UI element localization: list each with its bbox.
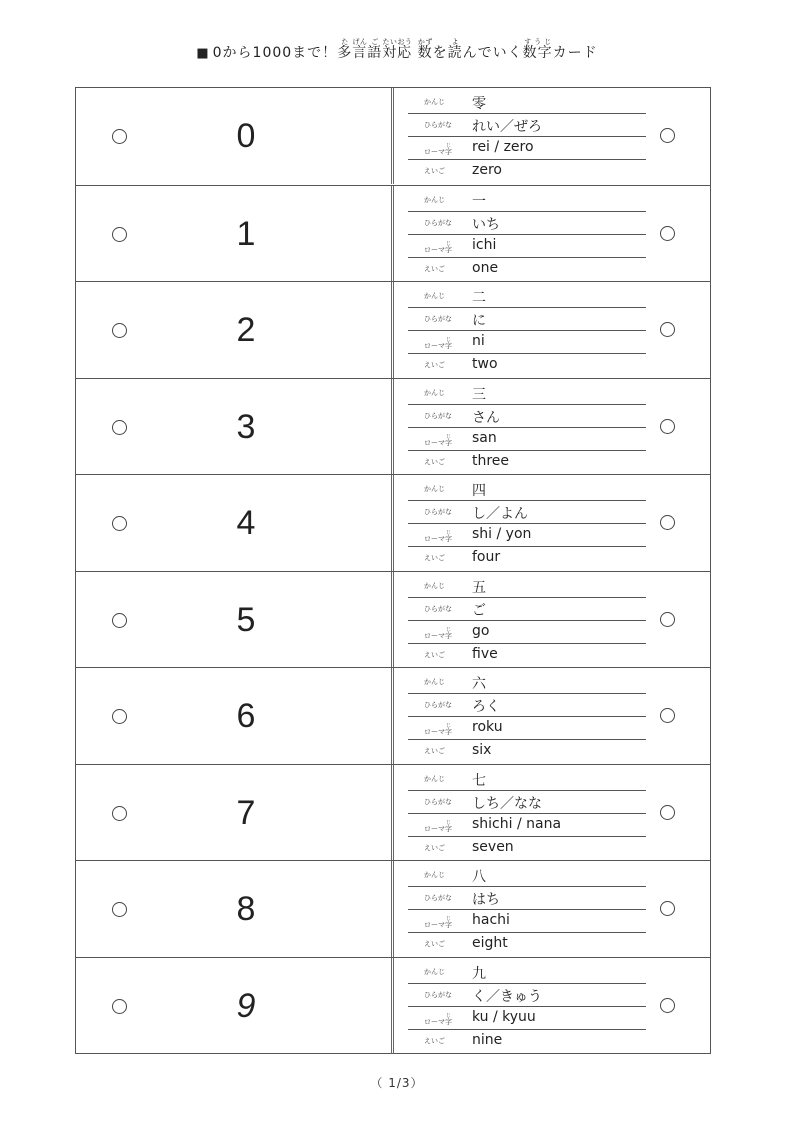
english-value: five [472,646,498,662]
english-row [408,353,646,376]
hiragana-value: く／きゅう [472,989,542,1005]
english-value: zero [472,162,502,178]
hiragana-row [408,113,646,137]
english-row [408,643,646,666]
punch-hole-right-icon [660,998,675,1013]
punch-hole-left-icon [112,999,127,1014]
card-back [394,88,710,184]
english-value: four [472,549,501,565]
kanji-value: 九 [472,966,486,982]
hiragana-label: ひらがな [424,894,452,902]
title-prefix: 0から1000まで！ [212,45,338,61]
card-digit: 3 [236,408,256,446]
kanji-label: かんじ [424,678,445,686]
hiragana-label: ひらがな [424,121,452,129]
hiragana-row [408,790,646,814]
english-row [408,1029,646,1052]
hiragana-value: さん [472,410,500,426]
card-front [76,88,394,184]
kanji-row [408,670,646,694]
hiragana-label: ひらがな [424,219,452,227]
kanji-value: 三 [472,387,486,403]
card-digit: 0 [236,117,256,155]
title-wo: を [432,45,448,61]
kanji-label: かんじ [424,389,445,397]
title-ruby-kazu: 数かず [417,38,433,61]
number-card [76,957,710,1054]
romaji-label: ローマ字じ [424,434,452,447]
romaji-value: hachi [472,912,510,928]
title-ruby-go: 語ご [367,38,383,61]
english-row [408,836,646,859]
card-digit: 2 [236,311,256,349]
hiragana-row [408,693,646,717]
kanji-value: 四 [472,483,486,499]
english-label: えいご [424,554,445,562]
romaji-label: ローマ字じ [424,530,452,543]
number-card [76,185,710,282]
kanji-row [408,477,646,501]
card-digit: 5 [236,601,256,639]
romaji-row [408,909,646,933]
english-label: えいご [424,1037,445,1045]
romaji-label: ローマ字じ [424,820,452,833]
kanji-label: かんじ [424,98,445,106]
romaji-value: shichi / nana [472,816,562,832]
title-ruby-gen: 言げん [352,38,368,61]
english-value: six [472,742,492,758]
romaji-value: go [472,623,490,639]
english-label: えいご [424,361,445,369]
hiragana-value: れい／ぜろ [472,119,542,135]
punch-hole-left-icon [112,129,127,144]
number-card-sheet [75,87,711,1054]
english-value: two [472,356,498,372]
kanji-label: かんじ [424,871,445,879]
hiragana-row [408,597,646,621]
card-back [394,861,710,957]
card-digit: 1 [236,215,256,253]
english-value: eight [472,935,508,951]
card-front [76,379,394,475]
punch-hole-left-icon [112,709,127,724]
punch-hole-left-icon [112,227,127,242]
english-row [408,546,646,569]
card-digit: 4 [236,504,256,542]
hiragana-row [408,404,646,428]
kanji-label: かんじ [424,775,445,783]
kanji-value: 一 [472,194,486,210]
hiragana-value: はち [472,892,500,908]
punch-hole-left-icon [112,902,127,917]
card-front [76,186,394,282]
romaji-label: ローマ字じ [424,337,452,350]
page-number: （ 1/3） [370,1076,424,1090]
punch-hole-right-icon [660,515,675,530]
card-back [394,186,710,282]
title-bullet: ■ [196,46,210,61]
english-label: えいご [424,844,445,852]
english-value: nine [472,1032,503,1048]
hiragana-label: ひらがな [424,991,452,999]
card-digit: 9 [236,987,256,1025]
punch-hole-left-icon [112,323,127,338]
romaji-value: ku / kyuu [472,1009,536,1025]
english-value: seven [472,839,514,855]
kanji-value: 五 [472,580,486,596]
english-label: えいご [424,747,445,755]
punch-hole-right-icon [660,322,675,337]
punch-hole-left-icon [112,806,127,821]
title-suffix: カード [552,45,598,61]
kanji-row [408,574,646,598]
card-front [76,475,394,571]
english-label: えいご [424,167,445,175]
card-back [394,282,710,378]
hiragana-label: ひらがな [424,701,452,709]
english-label: えいご [424,940,445,948]
kanji-label: かんじ [424,485,445,493]
romaji-value: roku [472,719,503,735]
kanji-row [408,381,646,405]
card-digit: 6 [236,697,256,735]
romaji-value: shi / yon [472,526,532,542]
romaji-row [408,523,646,547]
kanji-label: かんじ [424,582,445,590]
punch-hole-right-icon [660,901,675,916]
number-card [76,88,710,184]
kanji-row [408,767,646,791]
kanji-row [408,90,646,114]
card-back [394,572,710,668]
punch-hole-right-icon [660,612,675,627]
title-mid: んでいく [462,45,523,61]
kanji-row [408,863,646,887]
kanji-label: かんじ [424,292,445,300]
romaji-row [408,427,646,451]
hiragana-value: に [472,313,486,329]
romaji-value: ni [472,333,485,349]
hiragana-value: しち／なな [472,796,542,812]
punch-hole-left-icon [112,613,127,628]
title-ruby-yomu: 読よ [447,38,463,61]
hiragana-label: ひらがな [424,798,452,806]
kanji-row [408,960,646,984]
english-label: えいご [424,265,445,273]
card-front [76,765,394,861]
card-back [394,765,710,861]
romaji-label: ローマ字じ [424,143,452,156]
card-back [394,475,710,571]
hiragana-row [408,983,646,1007]
kanji-row [408,284,646,308]
english-label: えいご [424,651,445,659]
kanji-value: 二 [472,290,486,306]
hiragana-value: し／よん [472,506,528,522]
hiragana-label: ひらがな [424,315,452,323]
hiragana-row [408,211,646,235]
number-card [76,571,710,668]
card-back [394,379,710,475]
number-card [76,764,710,861]
english-row [408,159,646,182]
kanji-value: 六 [472,676,486,692]
romaji-label: ローマ字じ [424,241,452,254]
kanji-row [408,188,646,212]
number-card [76,474,710,571]
hiragana-label: ひらがな [424,412,452,420]
romaji-value: ichi [472,237,497,253]
english-label: えいご [424,458,445,466]
hiragana-row [408,500,646,524]
kanji-label: かんじ [424,968,445,976]
romaji-row [408,136,646,160]
card-digit: 8 [236,890,256,928]
romaji-value: rei / zero [472,139,534,155]
number-card [76,860,710,957]
romaji-row [408,1006,646,1030]
romaji-row [408,620,646,644]
number-card [76,281,710,378]
english-row [408,257,646,280]
english-value: three [472,453,510,469]
card-back [394,958,710,1054]
card-front [76,668,394,764]
card-front [76,282,394,378]
card-front [76,572,394,668]
punch-hole-left-icon [112,420,127,435]
card-front [76,958,394,1054]
title-ruby-ta: 多た [337,38,353,61]
kanji-value: 零 [472,96,486,112]
kanji-label: かんじ [424,196,445,204]
punch-hole-left-icon [112,516,127,531]
card-digit: 7 [236,794,256,832]
hiragana-row [408,307,646,331]
number-card [76,667,710,764]
english-row [408,739,646,762]
romaji-row [408,330,646,354]
romaji-row [408,234,646,258]
card-back [394,668,710,764]
english-row [408,932,646,955]
page-title [0,38,794,62]
title-ruby-taiou: 対応たいおう [382,38,413,61]
number-card [76,378,710,475]
card-front [76,861,394,957]
kanji-value: 八 [472,869,486,885]
punch-hole-right-icon [660,805,675,820]
hiragana-value: ろく [472,699,500,715]
hiragana-value: いち [472,217,500,233]
romaji-label: ローマ字じ [424,916,452,929]
english-value: one [472,260,499,276]
romaji-label: ローマ字じ [424,627,452,640]
romaji-row [408,813,646,837]
title-ruby-suuji: 数字すうじ [522,38,553,61]
romaji-label: ローマ字じ [424,723,452,736]
hiragana-value: ご [472,603,486,619]
punch-hole-right-icon [660,419,675,434]
romaji-label: ローマ字じ [424,1013,452,1026]
hiragana-row [408,886,646,910]
romaji-value: san [472,430,497,446]
punch-hole-right-icon [660,226,675,241]
hiragana-label: ひらがな [424,605,452,613]
kanji-value: 七 [472,773,486,789]
punch-hole-right-icon [660,708,675,723]
english-row [408,450,646,473]
hiragana-label: ひらがな [424,508,452,516]
punch-hole-right-icon [660,128,675,143]
romaji-row [408,716,646,740]
